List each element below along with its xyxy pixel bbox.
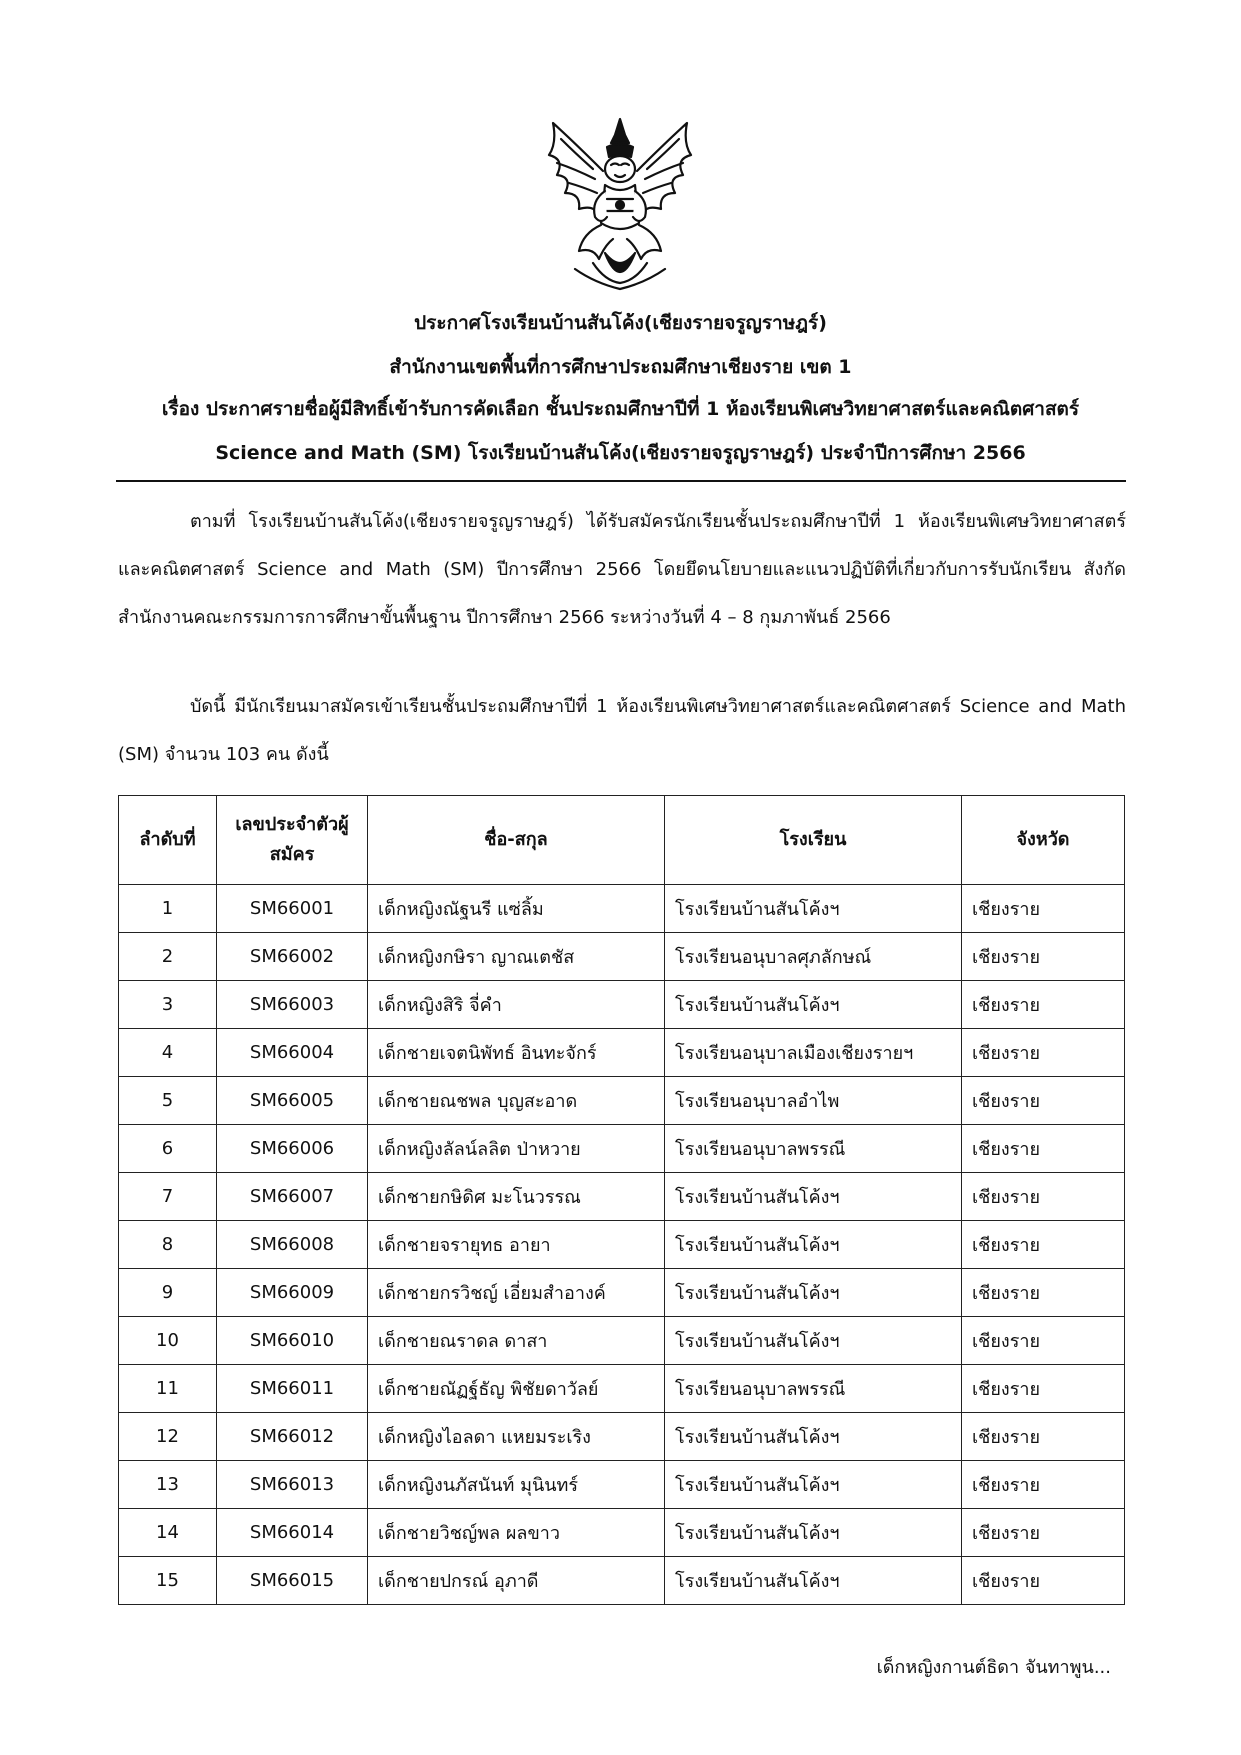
cell-id: SM66004: [217, 1029, 368, 1077]
table-row: [119, 1221, 1125, 1269]
header-no: ลำดับที่: [119, 796, 217, 885]
cell-name: เด็กชายณัฏฐ์ธัญ พิชัยดาวัลย์: [368, 1365, 665, 1413]
cell-no: 3: [119, 981, 217, 1029]
cell-province: เชียงราย: [962, 1077, 1125, 1125]
cell-province: เชียงราย: [962, 1557, 1125, 1605]
cell-name: เด็กชายเจตนิพัทธ์ อินทะจักร์: [368, 1029, 665, 1077]
table-row: [119, 1173, 1125, 1221]
table-row: [119, 981, 1125, 1029]
cell-id: SM66003: [217, 981, 368, 1029]
cell-id: SM66014: [217, 1509, 368, 1557]
header-name: ชื่อ-สกุล: [368, 796, 665, 885]
cell-school: โรงเรียนอนุบาลศุภลักษณ์: [665, 933, 962, 981]
cell-id: SM66010: [217, 1317, 368, 1365]
cell-id: SM66001: [217, 885, 368, 933]
cell-province: เชียงราย: [962, 981, 1125, 1029]
applicant-count-paragraph: บัดนี้ มีนักเรียนมาสมัครเข้าเรียนชั้นประถมศึกษาปีที่ 1 ห้องเรียนพิเศษวิทยาศาสตร์และคณิตศาสตร์ Science and Math (SM) จำนวน 103 คน ดังนี้: [118, 696, 1126, 765]
title-divider: [116, 480, 1126, 482]
cell-no: 7: [119, 1173, 217, 1221]
cell-name: เด็กชายณราดล ดาสา: [368, 1317, 665, 1365]
table-row: [119, 1029, 1125, 1077]
cell-no: 12: [119, 1413, 217, 1461]
cell-province: เชียงราย: [962, 1125, 1125, 1173]
table-row: [119, 1125, 1125, 1173]
cell-school: โรงเรียนบ้านสันโค้งฯ: [665, 1269, 962, 1317]
cell-school: โรงเรียนบ้านสันโค้งฯ: [665, 885, 962, 933]
cell-no: 6: [119, 1125, 217, 1173]
intro-paragraph: ตามที่ โรงเรียนบ้านสันโค้ง(เชียงรายจรูญราษฎร์) ได้รับสมัครนักเรียนชั้นประถมศึกษาปีที่ 1 ห้องเรียนพิเศษวิทยาศาสตร์และคณิตศาสตร์ Science and Math (SM) ปีการศึกษา 2566 โดยยึดนโยบายและแนวปฏิบัติที่เกี่ยวกับการรับนักเรียน สังกัดสำนักงานคณะกรรมการการศึกษาขั้นพื้นฐาน ปีการศึกษา 2566 ระหว่างวันที่ 4 – 8 กุมภาพันธ์ 2566: [118, 511, 1126, 628]
cell-province: เชียงราย: [962, 1221, 1125, 1269]
cell-province: เชียงราย: [962, 1029, 1125, 1077]
cell-school: โรงเรียนบ้านสันโค้งฯ: [665, 1317, 962, 1365]
cell-name: เด็กหญิงนภัสนันท์ มุนินทร์: [368, 1461, 665, 1509]
table-row: [119, 1077, 1125, 1125]
cell-no: 15: [119, 1557, 217, 1605]
cell-no: 8: [119, 1221, 217, 1269]
table-row: [119, 1365, 1125, 1413]
cell-no: 2: [119, 933, 217, 981]
cell-school: โรงเรียนบ้านสันโค้งฯ: [665, 1221, 962, 1269]
cell-school: โรงเรียนอนุบาลพรรณี: [665, 1365, 962, 1413]
cell-name: เด็กชายณชพล บุญสะอาด: [368, 1077, 665, 1125]
cell-id: SM66006: [217, 1125, 368, 1173]
header-school: โรงเรียน: [665, 796, 962, 885]
cell-province: เชียงราย: [962, 1413, 1125, 1461]
cell-id: SM66005: [217, 1077, 368, 1125]
header-province: จังหวัด: [962, 796, 1125, 885]
subject-line: เรื่อง ประกาศรายชื่อผู้มีสิทธิ์เข้ารับการคัดเลือก ชั้นประถมศึกษาปีที่ 1 ห้องเรียนพิเศษวิทยาศาสตร์และคณิตศาสตร์: [161, 398, 1080, 420]
cell-no: 4: [119, 1029, 217, 1077]
cell-name: เด็กชายวิชญ์พล ผลขาว: [368, 1509, 665, 1557]
cell-no: 1: [119, 885, 217, 933]
cell-name: เด็กหญิงกษิรา ญาณเตชัส: [368, 933, 665, 981]
cell-name: เด็กชายกรวิชญ์ เอี่ยมสำอางค์: [368, 1269, 665, 1317]
office-name: สำนักงานเขตพื้นที่การศึกษาประถมศึกษาเชียงราย เขต 1: [389, 356, 852, 378]
garuda-emblem: [535, 113, 705, 291]
cell-id: SM66007: [217, 1173, 368, 1221]
announcement-title: ประกาศโรงเรียนบ้านสันโค้ง(เชียงรายจรูญราษฎร์): [414, 312, 827, 334]
cell-province: เชียงราย: [962, 1269, 1125, 1317]
cell-province: เชียงราย: [962, 1365, 1125, 1413]
next-page-continuation: เด็กหญิงกานต์ธิดา จันทาพูน...: [876, 1657, 1111, 1678]
table-row: [119, 1269, 1125, 1317]
cell-id: SM66015: [217, 1557, 368, 1605]
cell-name: เด็กหญิงณัฐนรี แซ่ลิ้ม: [368, 885, 665, 933]
cell-school: โรงเรียนบ้านสันโค้งฯ: [665, 1557, 962, 1605]
cell-name: เด็กชายจรายุทธ อายา: [368, 1221, 665, 1269]
table-row: [119, 1509, 1125, 1557]
cell-no: 14: [119, 1509, 217, 1557]
table-row: [119, 1557, 1125, 1605]
cell-province: เชียงราย: [962, 1173, 1125, 1221]
cell-id: SM66013: [217, 1461, 368, 1509]
cell-name: เด็กหญิงลัลน์ลลิต ป่าหวาย: [368, 1125, 665, 1173]
cell-id: SM66002: [217, 933, 368, 981]
cell-name: เด็กหญิงสิริ จี่คำ: [368, 981, 665, 1029]
cell-name: เด็กชายปกรณ์ อุภาดี: [368, 1557, 665, 1605]
cell-id: SM66011: [217, 1365, 368, 1413]
cell-school: โรงเรียนอนุบาลอำไพ: [665, 1077, 962, 1125]
cell-school: โรงเรียนบ้านสันโค้งฯ: [665, 1509, 962, 1557]
table-row: [119, 1461, 1125, 1509]
cell-school: โรงเรียนบ้านสันโค้งฯ: [665, 1413, 962, 1461]
table-header-row: [119, 796, 1125, 885]
cell-school: โรงเรียนอนุบาลพรรณี: [665, 1125, 962, 1173]
table-row: [119, 933, 1125, 981]
cell-no: 10: [119, 1317, 217, 1365]
cell-province: เชียงราย: [962, 885, 1125, 933]
cell-province: เชียงราย: [962, 933, 1125, 981]
cell-school: โรงเรียนบ้านสันโค้งฯ: [665, 1461, 962, 1509]
cell-no: 13: [119, 1461, 217, 1509]
header-id: เลขประจำตัวผู้สมัคร: [217, 796, 368, 885]
cell-id: SM66012: [217, 1413, 368, 1461]
cell-name: เด็กชายกษิดิศ มะโนวรรณ: [368, 1173, 665, 1221]
cell-no: 11: [119, 1365, 217, 1413]
cell-id: SM66008: [217, 1221, 368, 1269]
cell-id: SM66009: [217, 1269, 368, 1317]
cell-school: โรงเรียนบ้านสันโค้งฯ: [665, 981, 962, 1029]
program-line: Science and Math (SM) โรงเรียนบ้านสันโค้ง(เชียงรายจรูญราษฎร์) ประจำปีการศึกษา 2566: [215, 442, 1026, 464]
cell-no: 9: [119, 1269, 217, 1317]
cell-no: 5: [119, 1077, 217, 1125]
table-row: [119, 1413, 1125, 1461]
table-row: [119, 885, 1125, 933]
cell-province: เชียงราย: [962, 1461, 1125, 1509]
applicant-table: [118, 795, 1125, 1605]
cell-school: โรงเรียนอนุบาลเมืองเชียงรายฯ: [665, 1029, 962, 1077]
table-row: [119, 1317, 1125, 1365]
cell-school: โรงเรียนบ้านสันโค้งฯ: [665, 1173, 962, 1221]
cell-province: เชียงราย: [962, 1509, 1125, 1557]
cell-name: เด็กหญิงไอลดา แหยมระเริง: [368, 1413, 665, 1461]
cell-province: เชียงราย: [962, 1317, 1125, 1365]
